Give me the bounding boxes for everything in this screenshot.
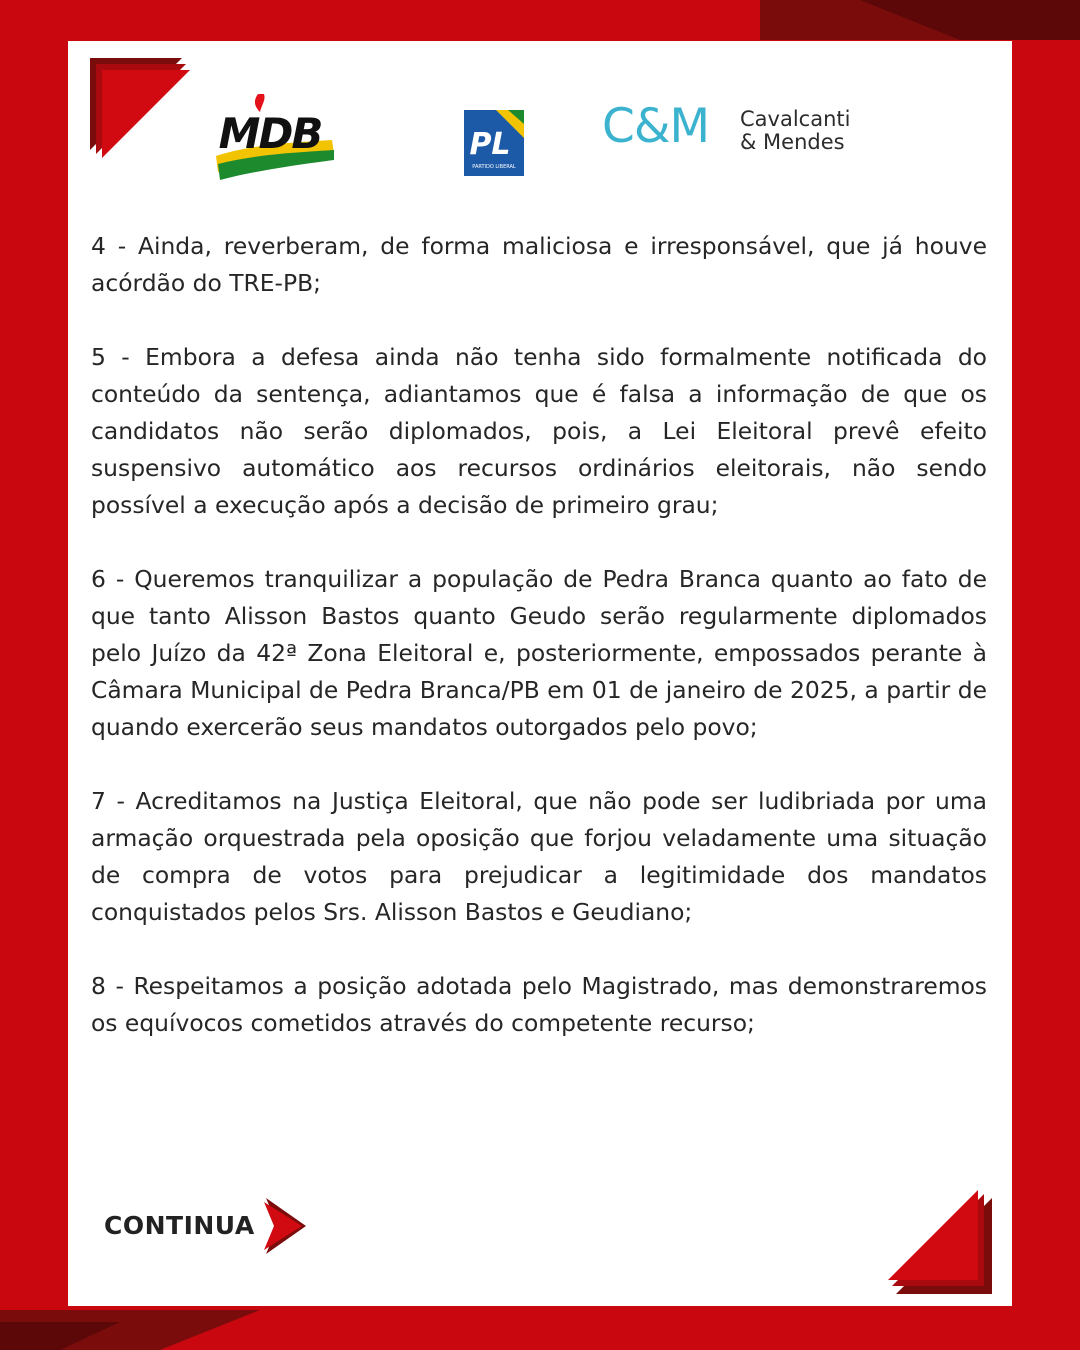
paragraph-4: 4 - Ainda, reverberam, de forma maliciosa e irresponsável, que já houve acórdão do TRE-PB; [91, 232, 987, 297]
cavalcanti-mendes-logo [602, 99, 872, 158]
pl-logo [464, 110, 524, 176]
svg-text:PL: PL [469, 127, 511, 162]
mdb-logo [212, 92, 336, 182]
logos-header [0, 0, 1080, 200]
paragraph-7: 7 - Acreditamos na Justiça Eleitoral, que não pode ser ludibriada por uma armação orquestrada pela oposição que forjou veladamente uma situação de compra de votos para prejudicar a legitimidade dos mandatos conquistados pelos Srs. Alisson Bastos e Geudiano; [91, 787, 987, 926]
paragraph-5: 5 - Embora a defesa ainda não tenha sido formalmente notificada do conteúdo da sentença, adiantamos que é falsa a informação de que os candidatos não serão diplomados, pois, a Lei Eleitoral prevê efeito suspensivo automático aos recursos ordinários eleitorais, não sendo possível a execução após a decisão de primeiro grau; [91, 343, 987, 519]
statement-text [91, 228, 987, 1079]
paragraph-6: 6 - Queremos tranquilizar a população de Pedra Branca quanto ao fato de que tanto Alisson Bastos quanto Geudo serão regularmente diplomados pelo Juízo da 42ª Zona Eleitoral e, posteriormente, empossados perante à Câmara Municipal de Pedra Branca/PB em 01 de janeiro de 2025, a partir de quando exercerão seus mandatos outorgados pelo povo; [91, 565, 987, 741]
cm-name-line1: Cavalcanti [740, 107, 851, 131]
continua-label: CONTINUA [104, 1211, 255, 1240]
svg-text:MDB: MDB [218, 109, 322, 158]
triangle-corner-icon [888, 1190, 992, 1294]
paragraph-8: 8 - Respeitamos a posição adotada pelo Magistrado, mas demonstraremos os equívocos cometidos através do competente recurso; [91, 972, 987, 1037]
cm-name-line2: & Mendes [740, 130, 845, 154]
svg-text:PARTIDO LIBERAL: PARTIDO LIBERAL [472, 164, 516, 170]
cm-mark: C&M [602, 99, 710, 154]
play-arrow-icon [264, 1198, 308, 1254]
